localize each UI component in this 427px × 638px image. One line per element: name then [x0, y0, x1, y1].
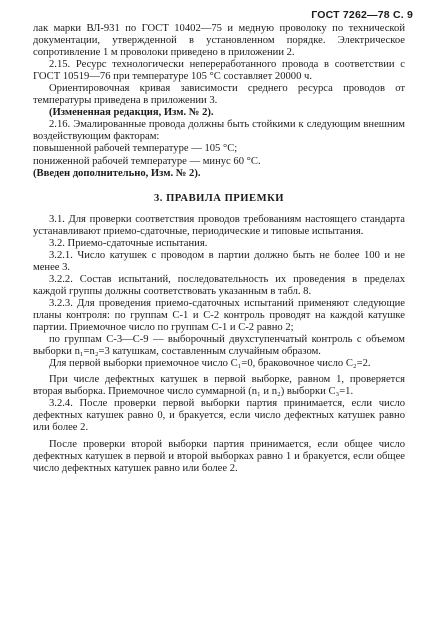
document-body — [33, 23, 405, 475]
revision-note: (Измененная редакция, Изм. № 2). — [49, 107, 214, 119]
paragraph: 2.15. Ресурс технологически непереработанного провода в соответствии с ГОСТ 10519—76 при температуре 105 °С составляет 20000 ч. — [33, 59, 405, 83]
paragraph: 3.2.2. Состав испытаний, последовательность их проведения в пределах каждой группы должны соответствовать указанным в табл. 8. — [33, 273, 405, 297]
section-heading: 3. ПРАВИЛА ПРИЕМКИ — [153, 192, 285, 204]
paragraph: При числе дефектных катушек в первой выборке, равном 1, проверяется вторая выборка. Приемочное число суммарной (n₁ и n₂) выборки C₃=1. — [33, 374, 405, 398]
paragraph: по группам С-3—С-9 — выборочный двухступенчатый контроль с объемом выборки n₁=n₂=3 катушкам, составленным случайным образом. — [33, 334, 405, 358]
paragraph: Ориентировочная кривая зависимости среднего ресурса проводов от температуры приведена в приложении 3. — [33, 83, 405, 107]
revision-note: (Введен дополнительно, Изм. № 2). — [33, 167, 201, 179]
paragraph: 3.2.4. После проверки первой выборки партия принимается, если число дефектных катушек равно 0, и бракуется, если число дефектных катушек равно или более 2. — [33, 398, 405, 434]
paragraph: 3.1. Для проверки соответствия проводов требованиям настоящего стандарта устанавливают приемо-сдаточные, периодические и типовые испытания. — [33, 213, 405, 237]
list-item: пониженной рабочей температуре — минус 60 °С. — [33, 155, 261, 167]
paragraph: лак марки ВЛ-931 по ГОСТ 10402—75 и медную проволоку по технической документации, утвержденной в установленном порядке. Электрическое сопротивление 1 м проволоки приведено в приложении 2. — [33, 23, 405, 59]
page-header: ГОСТ 7262—78 С. 9 — [311, 9, 413, 21]
paragraph: 3.2. Приемо-сдаточные испытания. — [49, 237, 208, 249]
paragraph: 3.2.3. Для проведения приемо-сдаточных испытаний применяют следующие планы контроля: по группам С-1 и С-2 контроль проводят на каждой катушке партии. Приемочное число по группам С-1 и С-2 равно 2; — [33, 297, 405, 334]
list-item: повышенной рабочей температуре — 105 °С; — [33, 143, 238, 155]
paragraph: Для первой выборки приемочное число C₁=0, браковочное число C₂=2. — [49, 358, 371, 370]
paragraph: 3.2.1. Число катушек с проводом в партии должно быть не более 100 и не менее 3. — [33, 249, 405, 273]
paragraph: После проверки второй выборки партия принимается, если общее число дефектных катушек в первой и второй выборках равно 1 и бракуется, если общее число дефектных катушек равно или более 2. — [33, 438, 405, 474]
paragraph: 2.16. Эмалированные провода должны быть стойкими к следующим внешним воздействующим факторам: — [33, 119, 405, 143]
